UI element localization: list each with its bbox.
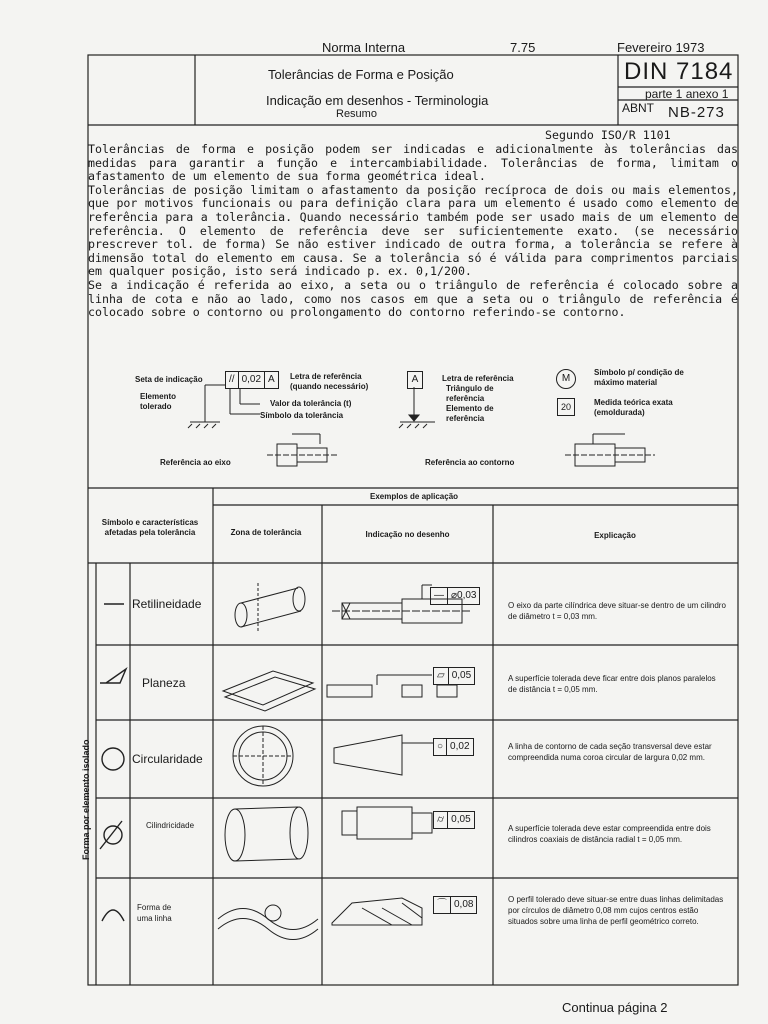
legend-valor: Valor da tolerância (t) [270,399,352,408]
paragraph-3: Se a indicação é referida ao eixo, a seta ou o triângulo de referência é colocado sobre a linha de cota e não ao lado, como nos casos em que a seta ou o triângulo de referência é colocado sobre o contorno ou prolongamento do contorno referindo-se contorno. [88,277,738,320]
circularity-icon [102,748,124,770]
col-exemplos: Exemplos de aplicação [370,492,459,501]
col-zona: Zona de tolerância [230,528,302,537]
explain-1: O eixo da parte cilíndrica deve situar-se dentro de um cilindro de diâmetro t = 0,03 mm. [508,601,726,621]
nb-number: NB-273 [668,104,725,121]
legend-elemento-ref: Elemento de referência [446,404,494,423]
explain-5: O perfil tolerado deve situar-se entre duas linhas delimitadas por círculos de diâmetro 0,08 mm cujos centros estão situados sobre uma linha de perfil geométrico correto. [508,895,724,926]
flatness-icon: ▱ [434,668,449,684]
title-1: Tolerâncias de Forma e Posição [268,67,454,82]
col-simbolo: Símbolo e características afetadas pela tolerância [101,518,199,537]
din-part: parte 1 anexo 1 [645,87,729,101]
abnt-label: ABNT [622,101,655,115]
frame-letter: A [268,374,275,385]
norm-label: Norma Interna [322,40,406,55]
explain-2: A superfície tolerada deve ficar entre dois planos paralelos de distância t = 0,05 mm. [508,674,716,694]
frame-row-4 [433,811,475,829]
body-text [88,143,738,320]
straightness-icon: — [431,588,448,604]
paragraph-1: Tolerâncias de forma e posição podem ser indicadas e adicionalmente às tolerâncias das medidas para garantir a função e intercambiabilidade. Tolerâncias de forma, limitam o afastamento de um elemento de sua forma geométrica ideal. [88,142,738,184]
norm-code: 7.75 [510,40,536,55]
row-symbols [96,563,130,985]
legend-ref-eixo: Referência ao eixo [160,458,231,467]
col-indicacao: Indicação no desenho [365,530,450,539]
flatness-icon [100,669,126,683]
frame-value-2: 0,05 [451,670,472,681]
legend-simbolo: Símbolo da tolerância [260,411,344,420]
legend-ref-contorno: Referência ao contorno [425,458,515,467]
zone-sketches [213,563,322,985]
max-material-icon: M [556,369,576,389]
frame-value-1: ⌀0,03 [451,590,477,601]
explain-3: A linha de contorno de cada seção transversal deve estar compreendida numa coroa circular de largura 0,02 mm. [508,742,712,762]
din-number: DIN 7184 [624,58,734,85]
profile-line-icon [102,910,124,921]
circularity-icon: ○ [434,739,447,755]
ref-eixo-diagram [262,430,362,475]
footer-continua: Continua página 2 [562,1000,668,1015]
row-name-5: Forma de uma linha [137,903,172,923]
frame-row-5 [433,896,477,914]
frame-row-2 [433,667,475,685]
group-label: Forma por elemento isolado [81,739,91,860]
legend-simbolo-cond: Símbolo p/ condição de máximo material [594,368,684,387]
exact-dimension-box: 20 [557,398,575,416]
legend-letra-ref: Letra de referência (quando necessário) [290,372,369,391]
legend-arrow-diagram [180,380,290,430]
frame-value-5: 0,08 [454,899,474,910]
row-name-2: Planeza [142,676,186,690]
frame-row-1 [430,587,480,605]
row-name-3: Circularidade [132,752,203,766]
drawing-indications [322,563,493,985]
norm-date: Fevereiro 1973 [617,40,705,55]
row-name-4: Cilindricidade [146,821,195,830]
ref-contorno-diagram [565,430,665,475]
legend-seta: Seta de indicação [135,375,203,384]
col-explicacao: Explicação [594,531,636,540]
segundo-iso: Segundo ISO/R 1101 [545,128,671,142]
frame-symbol: // [226,372,239,388]
row-name-1: Retilineidade [132,597,202,611]
letter-a: A [411,374,419,385]
explain-4: A superfície tolerada deve estar compreendida entre dois cilindros coaxiais de distância radial t = 0,05 mm. [508,824,711,844]
cylindricity-icon: ⌭ [434,812,448,828]
frame-value: 0,02 [239,372,265,388]
paragraph-2: Tolerâncias de posição limitam o afastamento da posição recíproca de dois ou mais elementos, que por motivos funcionais ou para definição clara para um elemento é usado como elemento de referência para a tolerância. Quando necessário também pode ser usado mais de um elemento de referência. O elemento de referência deve ser suficientemente exato. (se necessário prescrever tol. de forma) Se não estiver indicado de outra forma, a tolerância se refere à dimensão total do elemento em causa. Se a tolerância só é válida para comprimentos parciais em qualquer posição, isto será indicado p. ex. 0,1/200. [88,182,738,279]
legend-letra-ref-2: Letra de referência [442,374,514,383]
frame-row-3 [433,738,474,756]
title-3: Resumo [336,108,377,120]
title-2: Indicação em desenhos - Terminologia [266,93,489,108]
legend-elemento-tolerado: Elemento tolerado [140,392,177,411]
profile-line-icon: ⌒ [434,897,451,913]
legend-triangulo: Triângulo de referência [446,384,494,403]
frame-value-3: 0,02 [450,741,470,752]
legend-medida: Medida teórica exata (emoldurada) [594,398,673,417]
frame-value-4: 0,05 [451,814,471,825]
